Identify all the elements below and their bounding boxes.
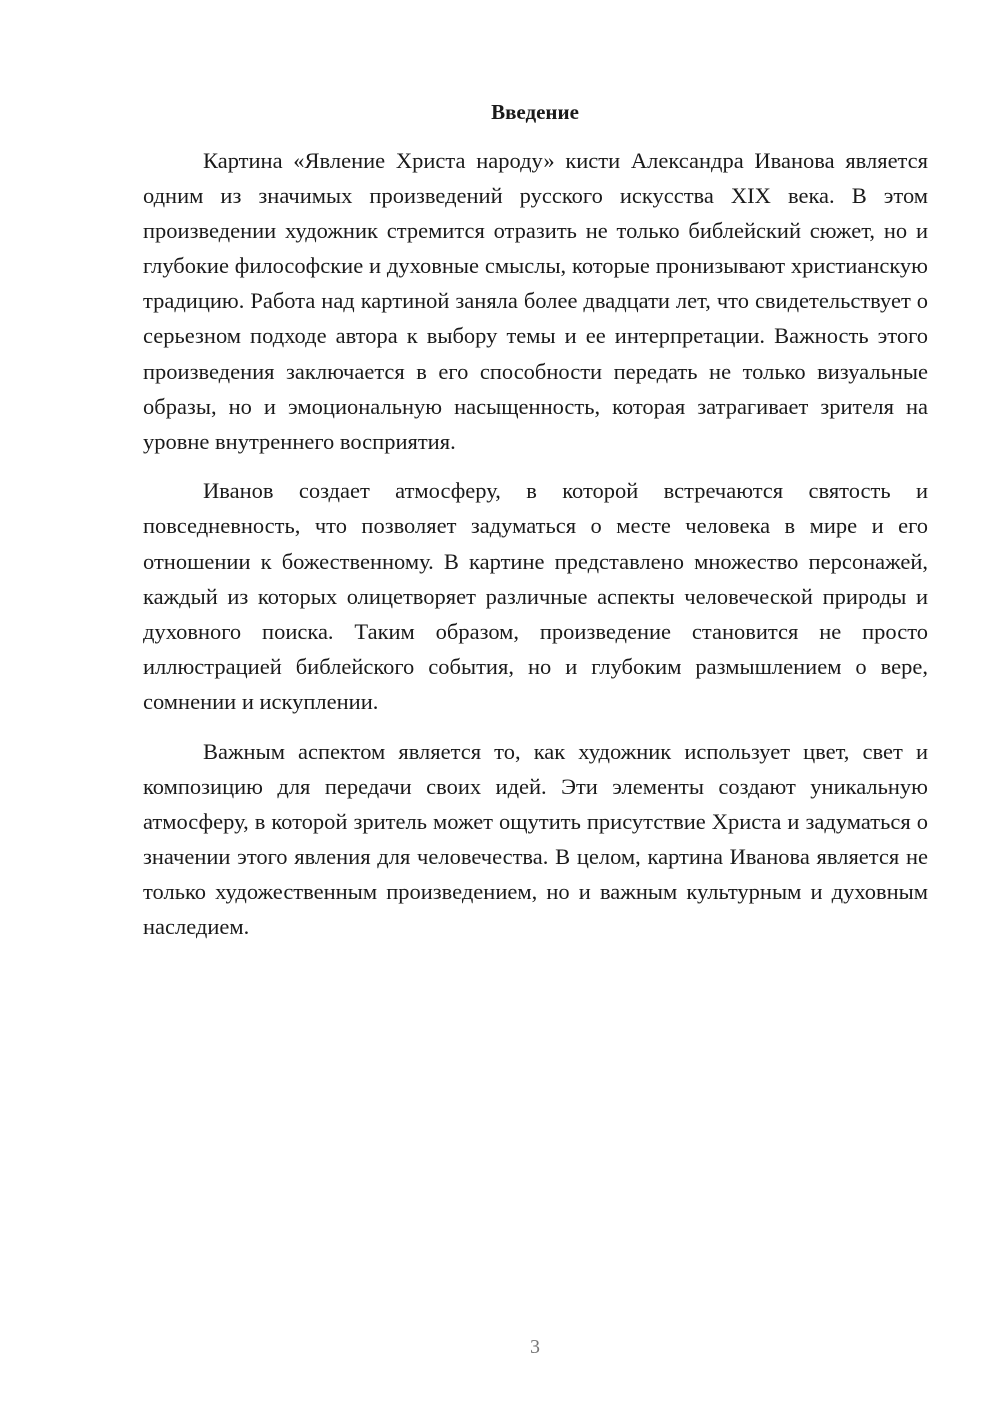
paragraph-2: Иванов создает атмосферу, в которой встречаются святость и повседневность, что позволяет задуматься о месте человека в мире и его отношении к божественному. В картине представлено множество персонажей, каждый из которых олицетворяет различные аспекты человеческой природы и духовного поиска. Таким образом, произведение становится не просто иллюстрацией библейского события, но и глубоким размышлением о вере, сомнении и искуплении.	[143, 478, 928, 714]
body-text	[143, 143, 928, 944]
paragraph-1: Картина «Явление Христа народу» кисти Александра Иванова является одним из значимых произведений русского искусства XIX века. В этом произведении художник стремится отразить не только библейский сюжет, но и глубокие философские и духовные смыслы, которые пронизывают христианскую традицию. Работа над картиной заняла более двадцати лет, что свидетельствует о серьезном подходе автора к выбору темы и ее интерпретации. Важность этого произведения заключается в его способности передать не только визуальные образы, но и эмоциональную насыщенность, которая затрагивает зрителя на уровне внутреннего восприятия.	[143, 148, 928, 454]
paragraph-3: Важным аспектом является то, как художник использует цвет, свет и композицию для передачи своих идей. Эти элементы создают уникальную атмосферу, в которой зритель может ощутить присутствие Христа и задуматься о значении этого явления для человечества. В целом, картина Иванова является не только художественным произведением, но и важным культурным и духовным наследием.	[143, 738, 928, 939]
page-number: 3	[530, 1336, 540, 1358]
section-heading: Введение	[491, 100, 579, 124]
